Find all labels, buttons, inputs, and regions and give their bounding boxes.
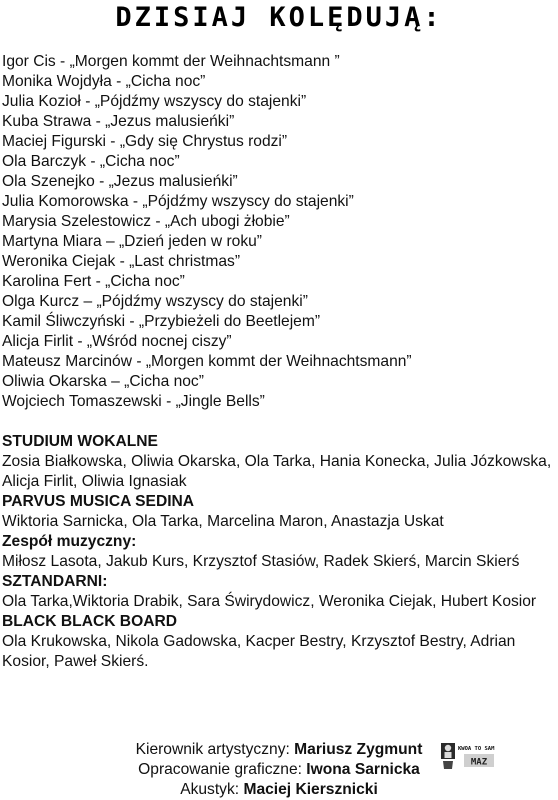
credit-label: Opracowanie graficzne: — [138, 761, 307, 778]
ensemble-parvus-musica-sedina — [2, 492, 556, 532]
performance-item: Marysia Szelestowicz - „Ach ubogi żłobie” — [2, 213, 290, 230]
badge-top-text: KWOA TO SAM — [458, 746, 495, 752]
performance-item: Olga Kurcz – „Pójdźmy wszyscy do stajenki” — [2, 293, 308, 310]
badge-logo — [440, 741, 508, 771]
performance-item: Mateusz Marcinów - „Morgen kommt der Weihnachtsmann” — [2, 353, 412, 370]
page-title: DZISIAJ KOLĘDUJĄ: — [115, 2, 443, 33]
credit-label: Akustyk: — [180, 781, 244, 798]
performance-item: Ola Barczyk - „Cicha noc” — [2, 153, 180, 170]
ensemble-title: SZTANDARNI: — [2, 573, 108, 590]
performance-item: Monika Wojdyła - „Cicha noc” — [2, 73, 206, 90]
performance-item: Weronika Ciejak - „Last christmas” — [2, 253, 241, 270]
ensemble-members: Ola Tarka,Wiktoria Drabik, Sara Świrydowicz, Weronika Ciejak, Hubert Kosior — [2, 593, 537, 610]
ensemble-members: Wiktoria Sarnicka, Ola Tarka, Marcelina Maron, Anastazja Uskat — [2, 513, 444, 530]
ensemble-title: Zespół muzyczny: — [2, 533, 137, 550]
performance-item: Julia Kozioł - „Pójdźmy wszyscy do stajenki” — [2, 93, 307, 110]
ensemble-title: STUDIUM WOKALNE — [2, 433, 158, 450]
credit-name: Maciej Kiersznicki — [243, 781, 378, 798]
badge-bottom-text: MAZ — [470, 757, 488, 768]
performance-list — [2, 52, 556, 412]
performance-item: Maciej Figurski - „Gdy się Chrystus rodzi” — [2, 133, 288, 150]
credit-name: Mariusz Zygmunt — [294, 741, 423, 758]
credit-sound — [0, 780, 558, 800]
performance-item: Julia Komorowska - „Pójdźmy wszyscy do stajenki” — [2, 193, 354, 210]
credit-name: Iwona Sarnicka — [306, 761, 420, 778]
ensemble-black-black-board — [2, 612, 556, 672]
ensemble-studium-wokalne — [2, 432, 556, 492]
performance-item: Karolina Fert - „Cicha noc” — [2, 273, 185, 290]
ensemble-members: Ola Krukowska, Nikola Gadowska, Kacper Bestry, Krzysztof Bestry, Adrian Kosior, Paweł Skierś. — [2, 633, 516, 670]
ensemble-title: BLACK BLACK BOARD — [2, 613, 177, 630]
performance-item: Kamil Śliwczyński - „Przybieżeli do Beetlejem” — [2, 313, 321, 330]
performance-item: Ola Szenejko - „Jezus malusieńki” — [2, 173, 238, 190]
performance-item: Igor Cis - „Morgen kommt der Weihnachtsmann ” — [2, 53, 340, 70]
ensemble-list — [2, 432, 556, 672]
performance-item: Oliwia Okarska – „Cicha noc” — [2, 373, 204, 390]
performance-item: Kuba Strawa - „Jezus malusieńki” — [2, 113, 235, 130]
ensemble-zespol-muzyczny — [2, 532, 556, 572]
performance-item: Martyna Miara – „Dzień jeden w roku” — [2, 233, 262, 250]
performance-item: Wojciech Tomaszewski - „Jingle Bells” — [2, 393, 265, 410]
credit-label: Kierownik artystyczny: — [135, 741, 295, 758]
ensemble-members: Zosia Białkowska, Oliwia Okarska, Ola Tarka, Hania Konecka, Julia Józkowska, Alicja Firlit, Oliwia Ignasiak — [2, 453, 552, 490]
ensemble-members: Miłosz Lasota, Jakub Kurs, Krzysztof Stasiów, Radek Skierś, Marcin Skierś — [2, 553, 520, 570]
ensemble-title: PARVUS MUSICA SEDINA — [2, 493, 195, 510]
performance-item: Alicja Firlit - „Wśród nocnej ciszy” — [2, 333, 232, 350]
ensemble-sztandarni — [2, 572, 556, 612]
